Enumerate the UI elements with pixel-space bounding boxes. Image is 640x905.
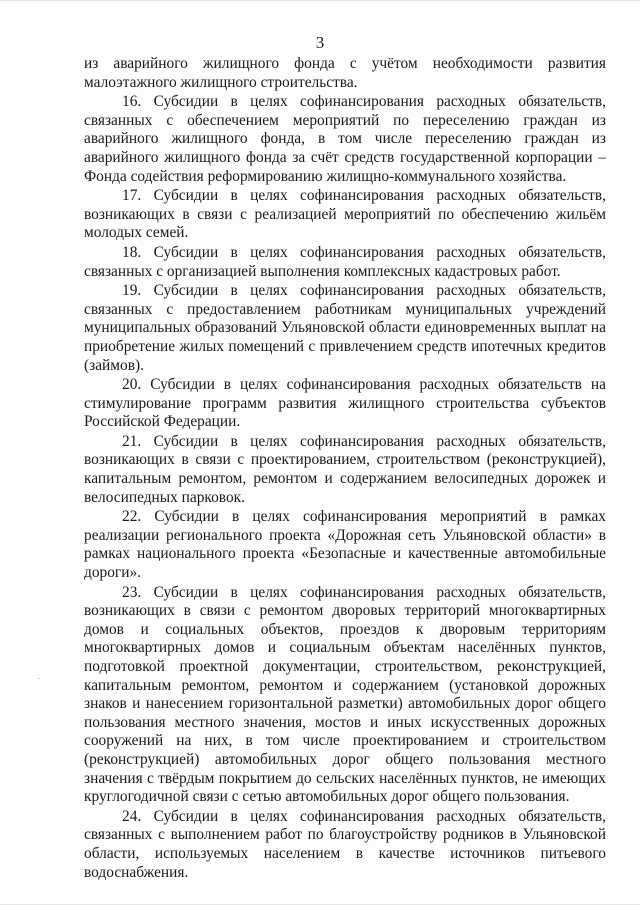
- page-number: 3: [315, 33, 325, 52]
- paragraph-item-20: 20. Субсидии в целях софинансирования расходных обязательств на стимулирование программ развития жилищного строительства субъектов Российской Федерации.: [84, 376, 606, 431]
- paragraph-continuation: из аварийного жилищного фонда с учётом необходимости развития малоэтажного жилищного строительства.: [84, 55, 606, 91]
- paragraph-item-22: 22. Субсидии в целях софинансирования мероприятий в рамках реализации регионального проекта «Дорожная сеть Ульяновской области» в рамках национального проекта «Безопасные и качественные автомобильные дороги».: [84, 508, 606, 582]
- document-body: [84, 55, 606, 883]
- scan-mark-left: .: [38, 672, 41, 681]
- paragraph-item-23: 23. Субсидии в целях софинансирования расходных обязательств, возникающих в связи с ремонтом дворовых территорий многоквартирных домов и социальных объектов, проездов к дворовым территориям многоквартирных домов и социальным объектам населённых пунктов, подготовкой проектной документации, строительством, реконструкцией, капитальным ремонтом, ремонтом и содержанием (установкой дорожных знаков и нанесением горизонтальной разметки) автомобильных дорог общего пользования местного значения, мостов и иных искусственных дорожных сооружений на них, в том числе проектированием и строительством (реконструкцией) автомобильных дорог общего пользования местного значения с твёрдым покрытием до сельских населённых пунктов, не имеющих круглогодичной связи с сетью автомобильных дорог общего пользования.: [84, 583, 606, 806]
- paragraph-item-18: 18. Субсидии в целях софинансирования расходных обязательств, связанных с организацией выполнения комплексных кадастровых работ.: [84, 243, 606, 280]
- paragraph-item-16: 16. Субсидии в целях софинансирования расходных обязательств, связанных с обеспечением мероприятий по переселению граждан из аварийного жилищного фонда, в том числе переселению граждан из аварийного жилищного фонда за счёт средств государственной корпорации – Фонда содействия реформированию жилищно-коммунального хозяйства.: [84, 93, 606, 185]
- paragraph-item-19: 19. Субсидии в целях софинансирования расходных обязательств, связанных с предоставлением работникам муниципальных учреждений муниципальных образований Ульяновской области единовременных выплат на приобретение жилых помещений с привлечением средств ипотечных кредитов (займов).: [84, 282, 606, 374]
- paragraph-item-24: 24. Субсидии в целях софинансирования расходных обязательств, связанных с выполнением работ по благоустройству родников в Ульяновской области, используемых населением в качестве источников питьевого водоснабжения.: [84, 807, 606, 881]
- scan-edge-top: [0, 0, 640, 1]
- paragraph-item-17: 17. Субсидии в целях софинансирования расходных обязательств, возникающих в связи с реализацией мероприятий по обеспечению жильём молодых семей.: [84, 187, 606, 242]
- paragraph-item-21: 21. Субсидии в целях софинансирования расходных обязательств, возникающих в связи с проектированием, строительством (реконструкцией), капитальным ремонтом, ремонтом и содержанием велосипедных дорожек и велосипедных парковок.: [84, 432, 606, 506]
